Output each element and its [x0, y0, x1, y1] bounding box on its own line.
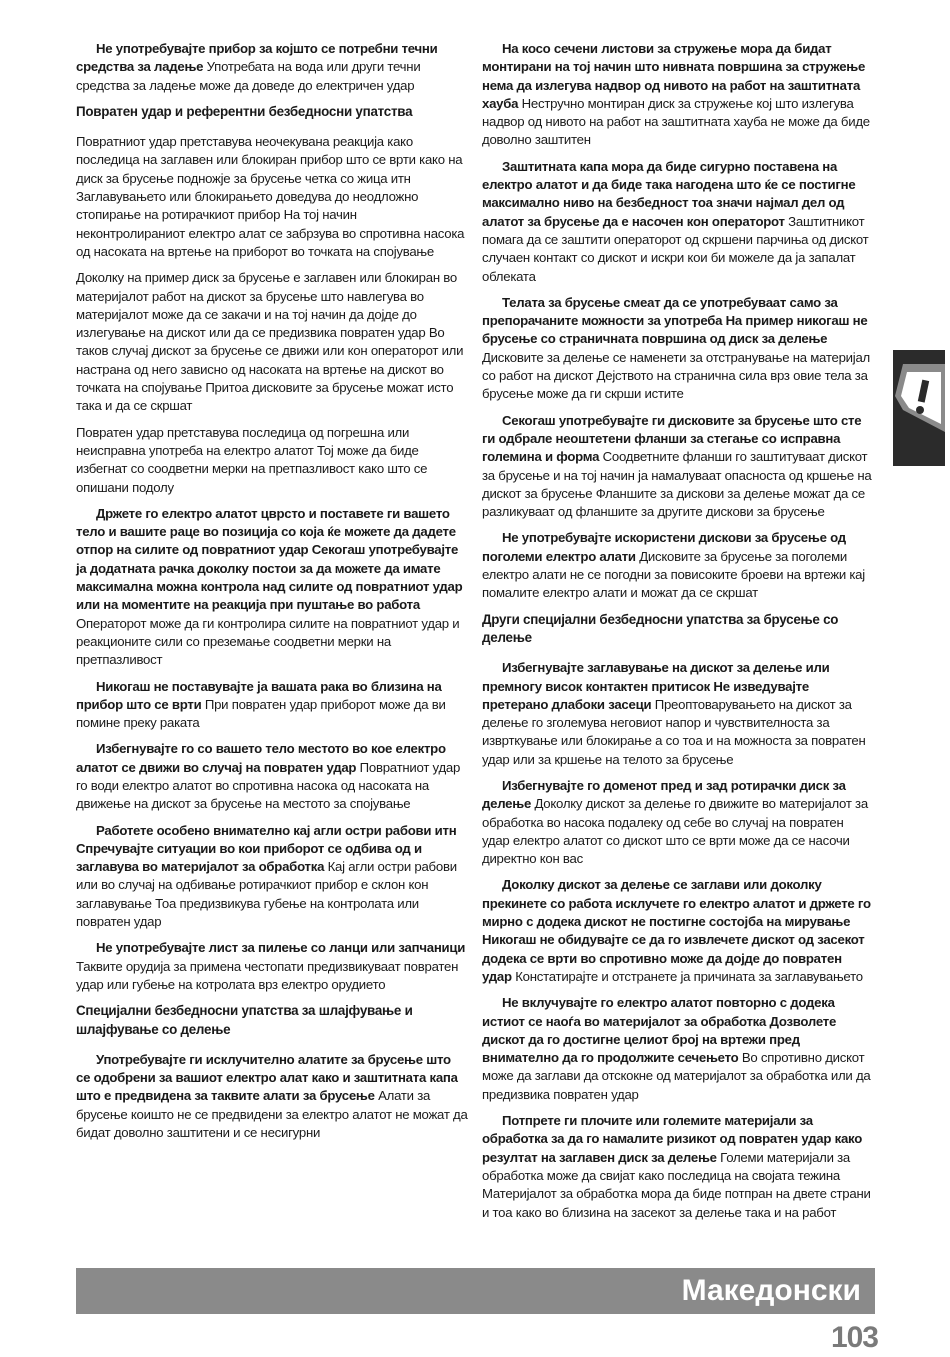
paragraph-text: Нестручно монтиран диск за стружење кој што излегува надвор од нивото на работ на заштитната хауба не може да биде доволно заштитен: [482, 95, 870, 148]
warning-bold-text: Држете го електро алатот цврсто и поставете ги вашето тело и вашите раце во позиција со која ќе можете да дадете отпор на силите од повратниот удар Секогаш употребувајте ја додатната рачка доколку постои за да можете да имате максимална можна контрола над силите од повратниот удар или на моментите на реакција при пуштање во работа: [76, 505, 463, 613]
paragraph-text: Употребата на вода или други течни средства за ладење може да доведе до електричен удар: [76, 59, 421, 93]
paragraph-text: Дисковите за брусење за поголеми електро алати не се погодни за повисоките броеви на вртежи кај помалите електро алати и можат да се скршат: [482, 548, 865, 601]
warning-bold-text: Заштитната капа мора да биде сигурно поставена на електро алатот и да биде така нагодена што ќе се постигне максимално ниво на безбедност тоа значи најмал дел од алатот за брусење да е насочен кон операторот: [482, 158, 856, 229]
section-heading: Специјални безбедносни упатства за шлајфување и шлајфување со делење: [76, 1003, 413, 1037]
paragraph-text: Соодветните фланши го заштитуваат дискот за брусење и на тој начин ја намалуваат опасноста од кршење на дискот за брусење Фланшите за дискови за делење можат да се разликуваат од фланшите за другите дискови за брусење: [482, 449, 872, 520]
paragraph: [482, 1112, 874, 1222]
paragraph-text: Повратниот удар го води електро алатот во спротивна насока од насоката на движење на дискот за брусење на местото за спојување: [76, 759, 461, 812]
paragraph: Повратниот удар претставува неочекувана реакција како последица на заглавен или блокиран прибор што се врти како на диск за брусење подножје за брусење четка со жица итн Заглавувањето или блокирањето доведува до неодложно стопирање на ротирачкиот прибор На тој начин неконтролираниот електро алат се забрзува во спротивна насока од насоката на вртење на приборот во точката на спојување: [76, 134, 465, 259]
warning-bold-text: Никогаш не поставувајте ја вашата рака во близина на прибор што се врти: [76, 678, 442, 712]
page-number: 103: [830, 1321, 878, 1354]
warning-bold-text: Употребувајте ги исклучително алатите за брусење што се одобрени за вашиот електро алат како и заштитната капа што е предвидена за таквите алати за брусење: [76, 1051, 458, 1104]
warning-bold-text: Потпрете ги плочите или големите материјали за обработка за да го намалите ризикот од повратен удар како резултат на заглавен диск за делење: [482, 1113, 863, 1165]
paragraph: [76, 939, 468, 994]
paragraph: [482, 994, 874, 1104]
warning-bold-text: Избегнувајте заглавување на дискот за делење или премногу висок контактен притисок Не изведувајте претерано длабоки засеци: [482, 660, 830, 712]
right-column: [482, 40, 874, 1230]
paragraph: [482, 294, 874, 404]
paragraph-text: Големи материјали за обработка може да свијат како последица на својата тежина Материјалот за обработка мора да биде потпран на двете страни и тоа како во близина на засекот за делење така и на работ: [482, 1149, 871, 1220]
paragraph: Повратен удар претставува последица од погрешна или неисправна употреба на електро алатот Тој може да биде избегнат со соодветни мерки на претпазливост како што се опишани подолу: [76, 424, 428, 495]
paragraph: [76, 40, 468, 95]
paragraph: [482, 777, 874, 868]
warning-bold-text: Не употребувајте искористени дискови за брусење од поголеми електро алати: [482, 530, 846, 564]
paragraph: [482, 40, 874, 150]
warning-bold-text: Секогаш употребувајте ги дисковите за брусење што сте ги одбрале неоштетени фланши за стегање со исправна големина и форма: [482, 412, 862, 465]
paragraph-text: Алати за брусење коишто не се предвидени за електро алатот не можат да бидат доволно заштитени и се несигурни: [76, 1088, 468, 1141]
paragraph: [76, 505, 468, 670]
warning-bold-text: Не вклучувајте го електро алатот повторно с додека истиот се наоѓа во материјалот за обработка Дозволете дискот да го достигне целиот број на вртежи пред внимателно да го продолжите сечењето: [482, 995, 837, 1066]
footer-bar: [76, 1268, 875, 1314]
paragraph-text: Заштитникот помага да се заштити операторот од скршени парчиња од дискот случаен контакт со дискот и искри кои би можеле да ја запалат облеката: [482, 213, 869, 284]
paragraph-text: Операторот може да ги контролира силите на повратниот удар и реакционите сили со преземање соодветни мерки на претпазливост: [76, 615, 460, 668]
paragraph: [482, 659, 874, 769]
language-label: Македонски: [681, 1274, 861, 1307]
paragraph-text: Преоптоварувањето на дискот за делење го зголемува неговиот напор и чувствителноста за изврткување или блокирање а со тоа и на можноста за повратен удар или за кршење на телото за брусење: [482, 696, 866, 767]
paragraph-text: Кај агли остри рабови или во случај на одбивање ротирачкиот прибор е склон кон заглавување Тоа предизвикува губење на контролата или повратен удар: [76, 859, 457, 930]
paragraph-text: Констатирајте и отстранете ја причината за заглавувањето: [511, 968, 863, 984]
warning-bold-text: Доколку дискот за делење се заглави или доколку прекинете со работа исклучете го електро алатот и држете го мирно с додека дискот не постигне состојба на мирување Никогаш не обидувајте се да го извлечете дискот од засекот додека се врти во спротивно може да дојде до повратен удар: [482, 877, 871, 984]
warning-bold-text: Избегнувајте го доменот пред и зад ротирачки диск за делење: [482, 777, 846, 812]
left-column: [76, 40, 468, 1150]
paragraph: [482, 158, 874, 286]
warning-bold-text: Телата за брусење смеат да се употребуваат само за препорачаните можности за употреба На пример никогаш не брусење со страничната површина од диск за делење: [482, 294, 868, 347]
paragraph-text: Доколку дискот за делење го движите во материјалот за обработка во насока подалеку од себе во случај на повратен удар електро алатот со дискот што се врти може да се насочи директно кон вас: [482, 796, 868, 867]
paragraph: [76, 822, 468, 932]
paragraph: [482, 412, 874, 522]
section-heading: Повратен удар и референтни безбедносни упатства: [76, 103, 413, 119]
paragraph: [482, 529, 874, 602]
paragraph-text: Таквите орудија за примена честопати предизвикуваат повратен удар или губење на котролата врз електро орудието: [76, 958, 459, 992]
warning-tab: [893, 350, 945, 466]
paragraph: Доколку на пример диск за брусење е заглавен или блокиран во материјалот работ на дискот за брусење што навлегува во материјалот може да се закачи и на тој начин да дојде до излегување на дискот или да се предизвика повратен удар Во таков случај дискот за брусење се движи или кон операторот или настрана од него зависно од насоката на вртење на дискот во точката на спојување Притоа дисковите за брусење можат исто така и да се скршат: [76, 270, 464, 414]
paragraph: [76, 1051, 468, 1142]
warning-bold-text: Не употребувајте прибор за којшто се потребни течни средства за ладење: [76, 41, 438, 75]
warning-bold-text: На косо сечени листови за стружење мора да бидат монтирани на тој начин што нивната површина за стружење нема да излегува надвор од нивото на работ на заштитната хауба: [482, 41, 866, 111]
paragraph-text: Во спротивно дискот може да заглави да отскокне од материјалот за обработка или да предизвика повратен удар: [482, 1050, 871, 1102]
paragraph: [76, 678, 468, 733]
warning-bold-text: Избегнувајте го со вашето тело местото во кое електро алатот се движи во случај на повратен удар: [76, 741, 446, 775]
warning-triangle-icon: [893, 358, 945, 438]
paragraph-text: При повратен удар приборот може да ви помине преку раката: [76, 696, 446, 731]
paragraph: [482, 876, 874, 986]
paragraph: [76, 740, 468, 813]
section-heading: Други специјални безбедносни упатства за брусење со делење: [482, 611, 839, 645]
paragraph-text: Дисковите за делење се наменети за отстранување на материјал со работ на дискот Дејството на странична сила врз овие тела за брусење може да ги скрши истите: [482, 349, 870, 402]
warning-bold-text: Работете особено внимателно кај агли остри рабови итн Спречувајте ситуации во кои приборот се одбива од и заглавува во материјалот за обработка: [76, 822, 457, 875]
warning-bold-text: Не употребувајте лист за пилење со ланци или запчаници: [96, 940, 466, 956]
